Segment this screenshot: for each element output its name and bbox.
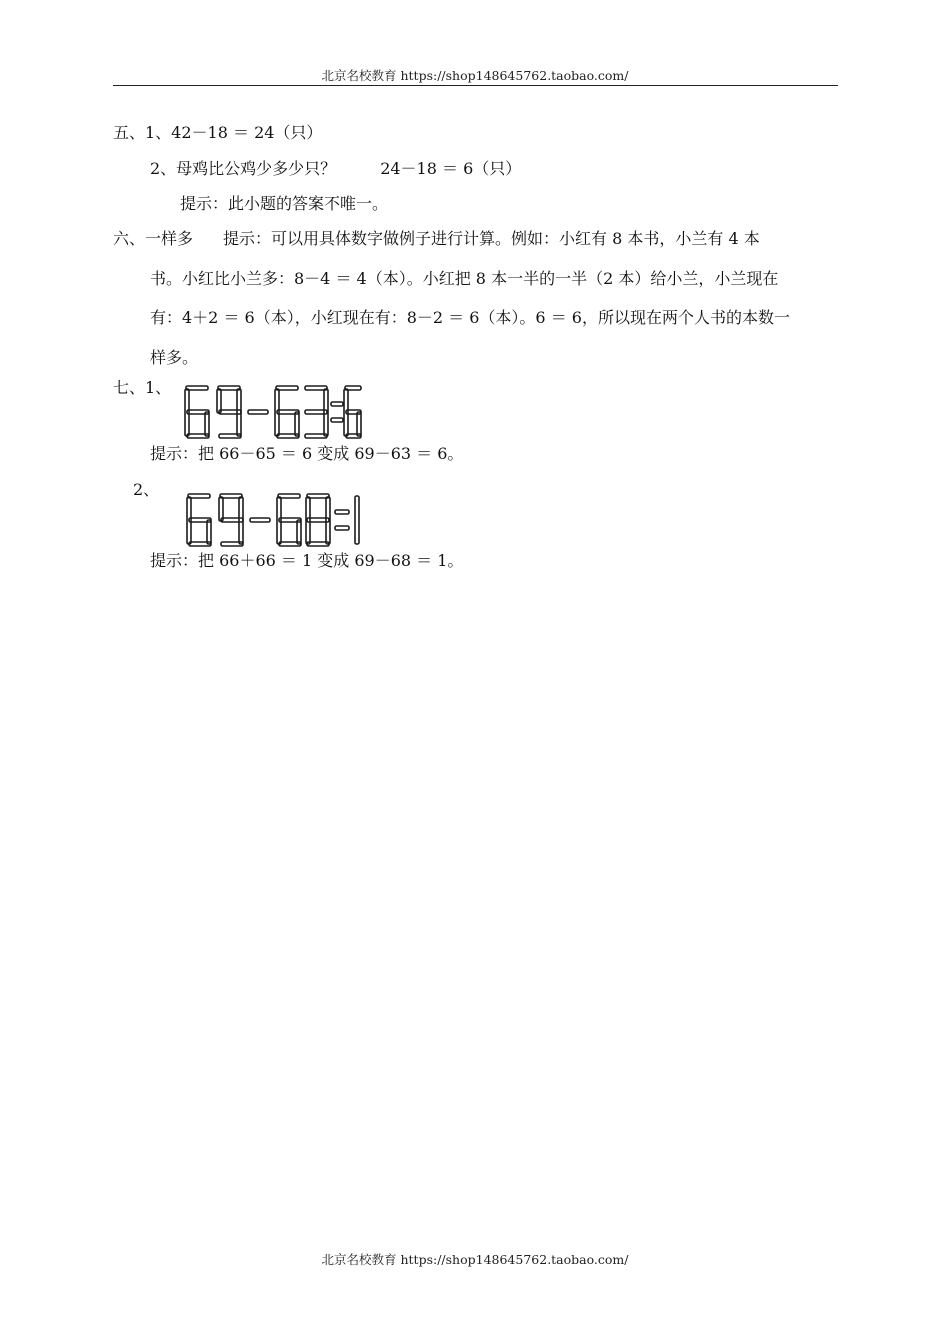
section7-label2: 2、 — [133, 480, 160, 499]
match-digit-3 — [305, 386, 328, 438]
section6-line1: 提示：可以用具体数字做例子进行计算。例如：小红有 8 本书，小兰有 4 本 — [223, 229, 760, 248]
section5-q2-question: 2、母鸡比公鸡少多少只？ — [150, 159, 337, 178]
match-digit-6 — [187, 494, 211, 546]
section6-paragraph — [113, 219, 840, 377]
section6-line2: 书。小红比小兰多：8－4 ＝ 4（本）。小红把 8 本一半的一半（2 本）给小兰，小兰现在 — [150, 268, 779, 288]
page-footer: 北京名校教育 https://shop148645762.taobao.com/ — [321, 1252, 629, 1267]
match-digit-9 — [217, 386, 241, 438]
section7-label1: 七、1、 — [113, 378, 172, 397]
matchstick-puzzle-1 — [183, 384, 363, 442]
section7-hint2: 提示：把 66＋66 ＝ 1 变成 69－68 ＝ 1。 — [150, 551, 464, 570]
matchstick-puzzle-2 — [185, 492, 365, 550]
section5-q2 — [150, 159, 521, 179]
match-digit-1 — [355, 496, 359, 544]
match-digit-9 — [219, 494, 243, 546]
section6-line3: 有：4＋2 ＝ 6（本），小红现在有：8－2 ＝ 6（本）。6 ＝ 6，所以现在两个人书的本数一 — [150, 308, 790, 327]
section5-hint: 提示：此小题的答案不唯一。 — [180, 194, 389, 213]
match-equals — [331, 402, 343, 422]
section6-first-line — [113, 219, 840, 259]
section5-q2-answer: 24－18 ＝ 6（只） — [380, 159, 522, 178]
match-equals — [335, 510, 349, 530]
section6-line4: 样多。 — [150, 347, 199, 367]
match-digit-6 — [185, 386, 209, 438]
match-minus — [250, 518, 270, 522]
match-digit-6b — [275, 386, 299, 438]
page-header: 北京名校教育 https://shop148645762.taobao.com/ — [321, 68, 629, 83]
match-digit-6b — [277, 494, 301, 546]
section5-q1: 五、1、42－18 ＝ 24（只） — [113, 123, 323, 142]
section6-label: 六、一样多 — [113, 229, 194, 248]
match-digit-8 — [306, 494, 330, 546]
section7-hint1: 提示：把 66－65 ＝ 6 变成 69－63 ＝ 6。 — [150, 444, 464, 463]
header-rule — [113, 85, 838, 86]
match-digit-6c — [344, 386, 361, 438]
match-minus — [248, 410, 268, 414]
